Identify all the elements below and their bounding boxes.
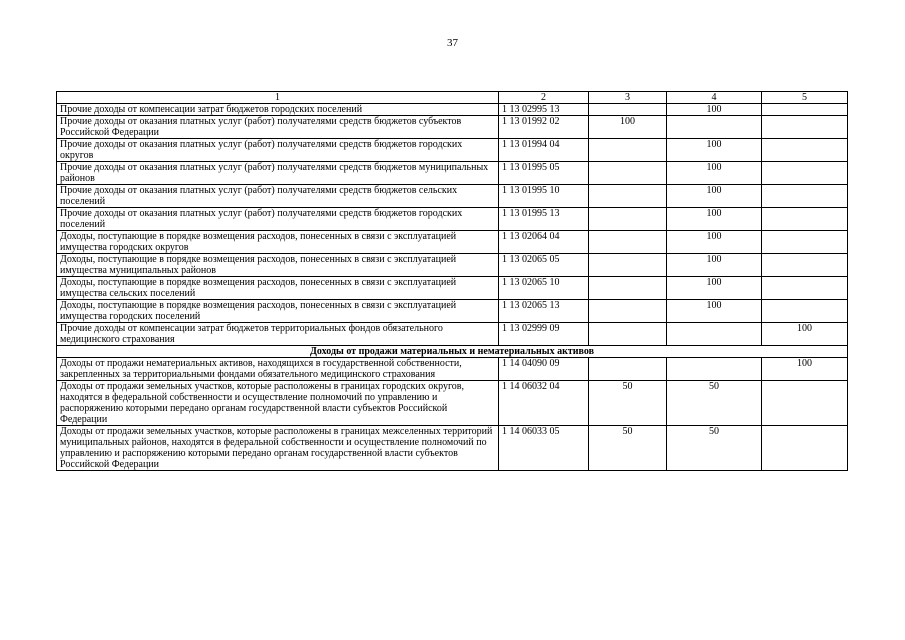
column-3-value: 50 bbox=[589, 381, 667, 426]
revenue-distribution-table bbox=[56, 91, 848, 471]
revenue-code-cell: 1 13 01992 02 bbox=[499, 116, 589, 139]
column-4-value bbox=[667, 358, 762, 381]
column-5-value bbox=[762, 277, 848, 300]
revenue-code-cell: 1 13 02064 04 bbox=[499, 231, 589, 254]
revenue-code-cell: 1 13 02995 13 bbox=[499, 104, 589, 116]
column-5-value: 100 bbox=[762, 358, 848, 381]
column-5-value bbox=[762, 104, 848, 116]
revenue-name-cell: Прочие доходы от оказания платных услуг (работ) получателями средств бюджетов городских поселений bbox=[57, 208, 499, 231]
revenue-name-cell: Прочие доходы от оказания платных услуг (работ) получателями средств бюджетов муниципальных районов bbox=[57, 162, 499, 185]
column-5-value bbox=[762, 139, 848, 162]
table-row bbox=[57, 208, 848, 231]
section-title: Доходы от продажи материальных и нематериальных активов bbox=[57, 346, 848, 358]
column-4-value: 100 bbox=[667, 104, 762, 116]
table-row bbox=[57, 277, 848, 300]
column-3-value bbox=[589, 185, 667, 208]
revenue-name-cell: Доходы, поступающие в порядке возмещения расходов, понесенных в связи с эксплуатацией имущества городских округов bbox=[57, 231, 499, 254]
column-3-value bbox=[589, 277, 667, 300]
revenue-name-cell: Доходы от продажи нематериальных активов, находящихся в государственной собственности, закрепленных за территориальными фондами обязательного медицинского страхования bbox=[57, 358, 499, 381]
column-header: 1 bbox=[57, 92, 499, 104]
revenue-code-cell: 1 13 02065 05 bbox=[499, 254, 589, 277]
revenue-name-cell: Доходы, поступающие в порядке возмещения расходов, понесенных в связи с эксплуатацией имущества сельских поселений bbox=[57, 277, 499, 300]
revenue-name-cell: Прочие доходы от оказания платных услуг (работ) получателями средств бюджетов городских округов bbox=[57, 139, 499, 162]
column-4-value: 50 bbox=[667, 381, 762, 426]
column-3-value: 50 bbox=[589, 426, 667, 471]
column-header: 2 bbox=[499, 92, 589, 104]
column-4-value: 100 bbox=[667, 139, 762, 162]
revenue-name-cell: Прочие доходы от оказания платных услуг (работ) получателями средств бюджетов субъектов Российской Федерации bbox=[57, 116, 499, 139]
column-4-value: 100 bbox=[667, 162, 762, 185]
revenue-code-cell: 1 13 01995 05 bbox=[499, 162, 589, 185]
column-number-row bbox=[57, 92, 848, 104]
revenue-code-cell: 1 14 06032 04 bbox=[499, 381, 589, 426]
table-row bbox=[57, 104, 848, 116]
revenue-name-cell: Доходы, поступающие в порядке возмещения расходов, понесенных в связи с эксплуатацией имущества городских поселений bbox=[57, 300, 499, 323]
column-5-value bbox=[762, 426, 848, 471]
column-4-value: 100 bbox=[667, 254, 762, 277]
column-3-value bbox=[589, 254, 667, 277]
column-5-value: 100 bbox=[762, 323, 848, 346]
table-row bbox=[57, 254, 848, 277]
column-4-value bbox=[667, 323, 762, 346]
section-header-row bbox=[57, 346, 848, 358]
revenue-code-cell: 1 14 04090 09 bbox=[499, 358, 589, 381]
table-row bbox=[57, 358, 848, 381]
column-4-value: 100 bbox=[667, 208, 762, 231]
table-row bbox=[57, 426, 848, 471]
revenue-name-cell: Прочие доходы от компенсации затрат бюджетов городских поселений bbox=[57, 104, 499, 116]
column-5-value bbox=[762, 162, 848, 185]
column-5-value bbox=[762, 300, 848, 323]
column-4-value: 100 bbox=[667, 300, 762, 323]
column-5-value bbox=[762, 231, 848, 254]
revenue-code-cell: 1 13 02065 13 bbox=[499, 300, 589, 323]
column-3-value: 100 bbox=[589, 116, 667, 139]
table-row bbox=[57, 162, 848, 185]
revenue-name-cell: Доходы от продажи земельных участков, которые расположены в границах межселенных территорий муниципальных районов, находятся в федеральной собственности и осуществление полномочий по управлению и распоряжению которыми передано органам государственной власти субъектов Российской Федерации bbox=[57, 426, 499, 471]
column-3-value bbox=[589, 231, 667, 254]
column-header: 5 bbox=[762, 92, 848, 104]
revenue-code-cell: 1 13 02999 09 bbox=[499, 323, 589, 346]
column-3-value bbox=[589, 323, 667, 346]
revenue-name-cell: Доходы от продажи земельных участков, которые расположены в границах городских округов, находятся в федеральной собственности и осуществление полномочий по управлению и распоряжению которыми передано органам государственной власти субъектов Российской Федерации bbox=[57, 381, 499, 426]
revenue-code-cell: 1 13 01995 13 bbox=[499, 208, 589, 231]
revenue-code-cell: 1 13 02065 10 bbox=[499, 277, 589, 300]
table-row bbox=[57, 323, 848, 346]
column-5-value bbox=[762, 185, 848, 208]
column-3-value bbox=[589, 358, 667, 381]
table-row bbox=[57, 300, 848, 323]
column-4-value: 100 bbox=[667, 277, 762, 300]
table-row bbox=[57, 231, 848, 254]
page-number: 37 bbox=[447, 37, 458, 49]
column-5-value bbox=[762, 381, 848, 426]
column-5-value bbox=[762, 254, 848, 277]
column-4-value: 100 bbox=[667, 185, 762, 208]
column-5-value bbox=[762, 116, 848, 139]
revenue-code-cell: 1 14 06033 05 bbox=[499, 426, 589, 471]
column-4-value: 50 bbox=[667, 426, 762, 471]
column-4-value bbox=[667, 116, 762, 139]
revenue-code-cell: 1 13 01995 10 bbox=[499, 185, 589, 208]
revenue-name-cell: Прочие доходы от оказания платных услуг (работ) получателями средств бюджетов сельских поселений bbox=[57, 185, 499, 208]
table-row bbox=[57, 381, 848, 426]
column-3-value bbox=[589, 104, 667, 116]
revenue-name-cell: Прочие доходы от компенсации затрат бюджетов территориальных фондов обязательного медицинского страхования bbox=[57, 323, 499, 346]
column-3-value bbox=[589, 162, 667, 185]
column-3-value bbox=[589, 300, 667, 323]
revenue-name-cell: Доходы, поступающие в порядке возмещения расходов, понесенных в связи с эксплуатацией имущества муниципальных районов bbox=[57, 254, 499, 277]
column-5-value bbox=[762, 208, 848, 231]
table-row bbox=[57, 116, 848, 139]
column-3-value bbox=[589, 208, 667, 231]
column-3-value bbox=[589, 139, 667, 162]
column-header: 4 bbox=[667, 92, 762, 104]
revenue-code-cell: 1 13 01994 04 bbox=[499, 139, 589, 162]
table-row bbox=[57, 185, 848, 208]
column-4-value: 100 bbox=[667, 231, 762, 254]
column-header: 3 bbox=[589, 92, 667, 104]
table-row bbox=[57, 139, 848, 162]
